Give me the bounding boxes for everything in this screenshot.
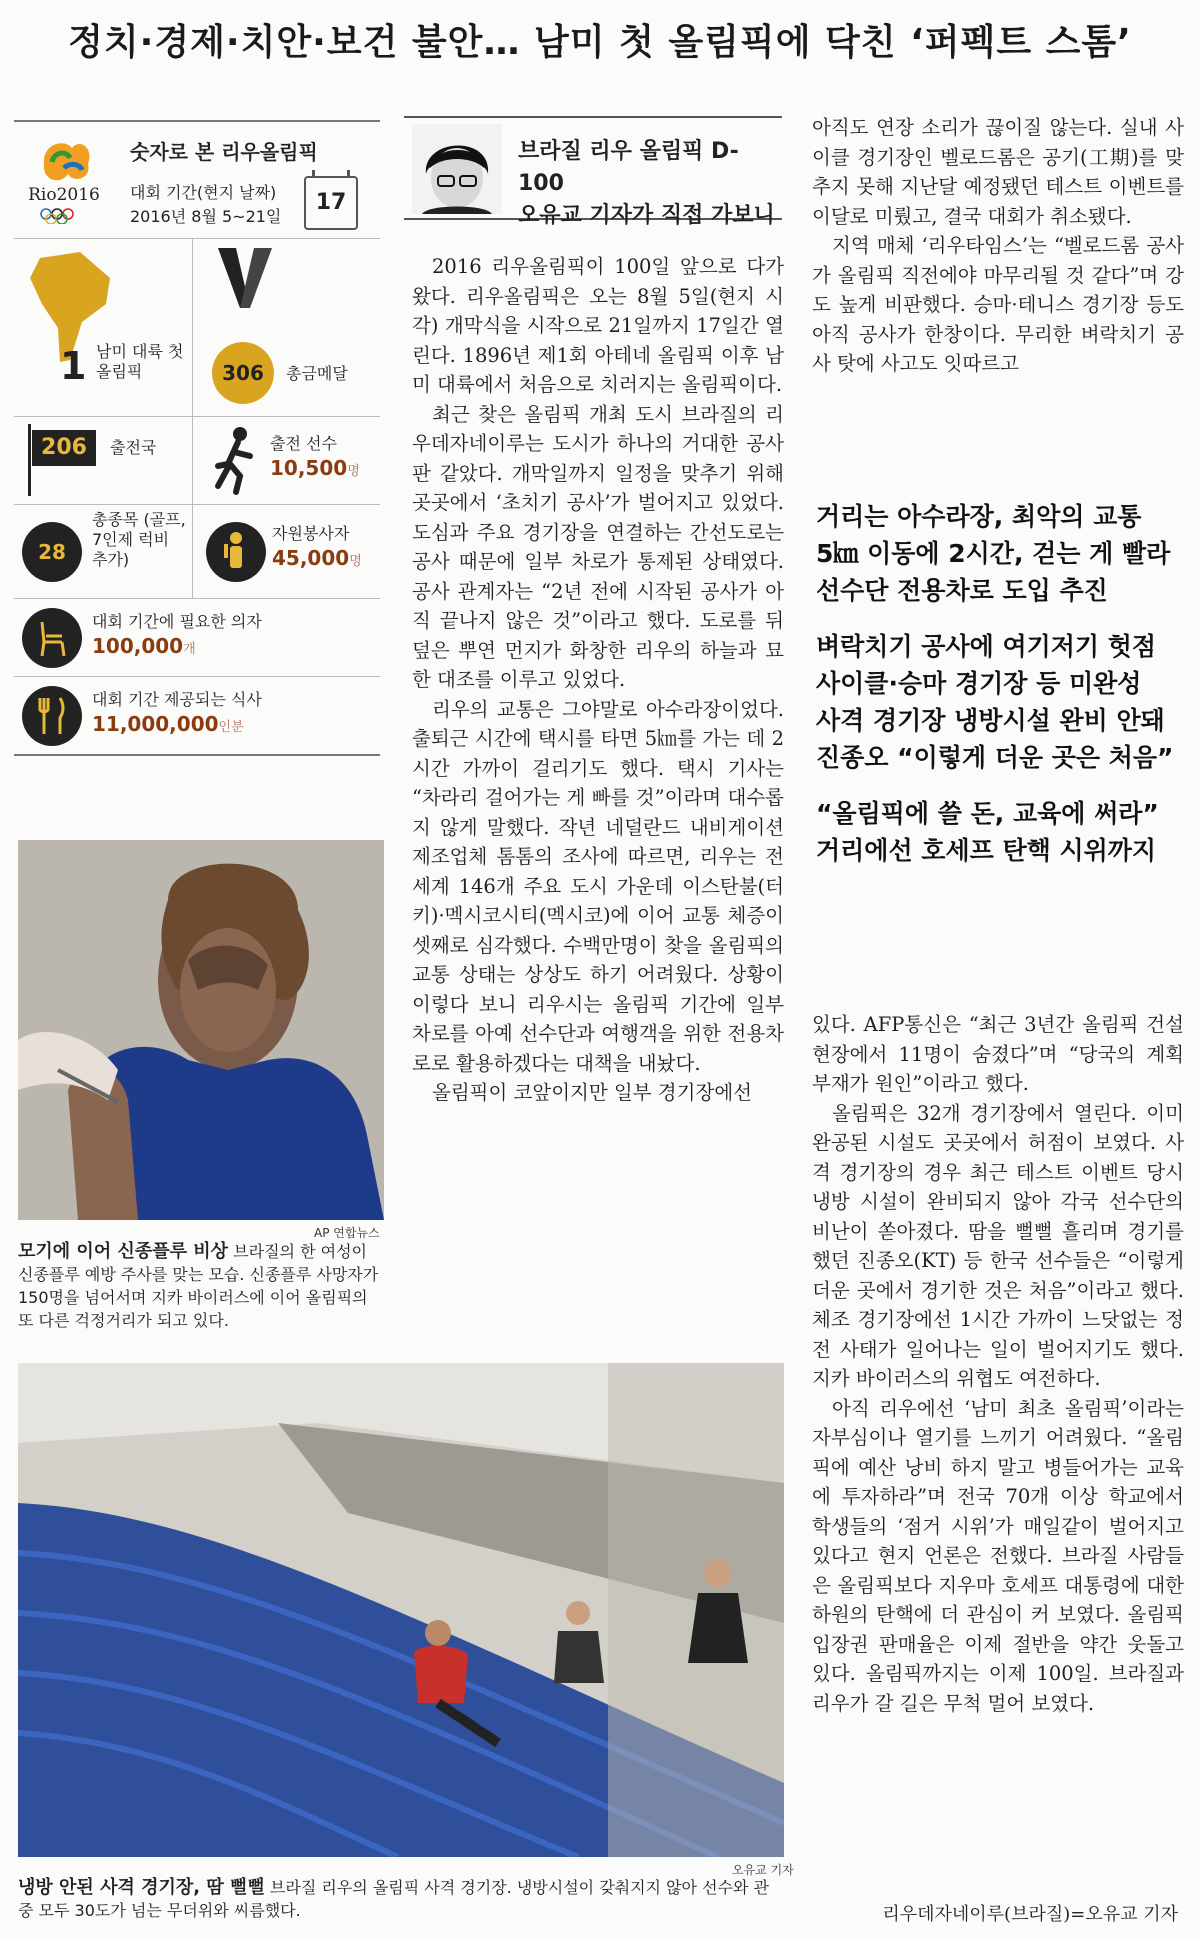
reporter-portrait <box>412 124 502 214</box>
photo2-caption-text: 브라질 리우의 올림픽 사격 경기장. 냉방시설이 갖춰지지 않아 선수와 관중 모두 30도가 넘는 무더위와 씨름했다. <box>18 1878 770 1920</box>
rio2016-logo <box>24 134 104 224</box>
countries-number: 206 <box>41 435 87 460</box>
runner-icon <box>210 426 260 496</box>
photo2-caption-title: 냉방 안된 사격 경기장, 땀 뻘뻘 <box>18 1877 265 1898</box>
flag-icon <box>32 430 96 466</box>
sports-number: 28 <box>38 540 66 564</box>
subhead: 사이클·승마 경기장 등 미완성 <box>816 669 1142 698</box>
period-label: 대회 기간(현지 날짜) <box>130 183 277 202</box>
shooting-venue-photo <box>18 1363 784 1857</box>
subhead: 사격 경기장 냉방시설 완비 안돼 <box>816 706 1165 735</box>
reporter-box <box>404 116 782 228</box>
continent-label: 남미 대륙 첫 올림픽 <box>96 342 184 381</box>
volunteer-icon <box>206 522 266 582</box>
calendar-icon <box>304 176 358 230</box>
athletes-stat <box>270 458 360 482</box>
meals-label: 대회 기간 제공되는 식사 <box>92 690 262 709</box>
athletes-unit: 명 <box>347 464 360 479</box>
article-column-3-top <box>812 113 1184 379</box>
meals-stat <box>92 714 244 738</box>
cutlery-glyph <box>22 686 82 746</box>
infographic-bottom-rule <box>14 754 380 756</box>
subhead: 거리는 아수라장, 최악의 교통 <box>816 502 1142 531</box>
paragraph: 있다. AFP통신은 “최근 3년간 올림픽 건설 현장에서 11명이 숨졌다”며 “당국의 계획 부재가 원인”이라고 했다. <box>812 1013 1184 1095</box>
subhead-group-traffic <box>816 498 1186 609</box>
subhead: 거리에선 호세프 탄핵 시위까지 <box>816 836 1157 865</box>
volunteers-label: 자원봉사자 <box>272 524 350 543</box>
reporter-title <box>518 136 782 232</box>
paragraph: 올림픽은 32개 경기장에서 열린다. 이미 완공된 시설도 곳곳에서 허점이 보였다. 사격 경기장의 경우 최근 테스트 이벤트 당시 냉방 시설이 완비되지 않아 각국 선수단의 비난이 쏟아졌다. 땀을 뻘뻘 흘리며 경기를 했던 진종오(KT) 등 한국 선수들은 “이렇게 더운 곳에서 경기한 것은 처음”이라고 했다. 체조 경기장에선 1시간 가까이 느닷없는 정전 사태가 일어나는 일이 벌어지기도 했다. 지카 바이러스의 위협도 여전하다. <box>812 1101 1184 1390</box>
subhead-group-protest <box>816 795 1186 869</box>
chairs-label: 대회 기간에 필요한 의자 <box>92 612 262 631</box>
photo1-caption-title: 모기에 이어 신종플루 비상 <box>18 1241 229 1262</box>
chair-icon <box>22 608 82 668</box>
reporter-title-line1: 브라질 리우 올림픽 D-100 <box>518 139 739 196</box>
meals-unit: 인분 <box>218 720 244 735</box>
chairs-number: 100,000 <box>92 634 184 658</box>
paragraph: 올림픽이 코앞이지만 일부 경기장에선 <box>432 1081 752 1104</box>
sports-label: 총종목 (골프, 7인제 럭비 추가) <box>92 510 186 569</box>
photo2-credit: 오유교 기자 <box>732 1863 794 1877</box>
paragraph: 리우의 교통은 그야말로 아수라장이었다. 출퇴근 시간에 택시를 타면 5㎞를 가는 데 2시간 가까이 걸리기도 했다. 택시 기사는 “차라리 걸어가는 게 빠를 것”이라며 대수롭지 않게 말했다. 작년 네덜란드 내비게이션 제조업체 톰톰의 조사에 따르면, 리우는 전 세계 146개 주요 도시 가운데 이스탄불(터키)·멕시코시티(멕시코)에 이어 교통 체증이 셋째로 심각했다. 수백만명이 찾을 올림픽의 교통 상태는 상상도 하기 어려웠다. 상황이 이렇다 보니 리우시는 올림픽 기간에 일부 차로를 아예 선수단과 여행객을 위한 전용차로로 활용하겠다는 대책을 내놨다. <box>412 697 784 1075</box>
article-column-3-bottom <box>812 1010 1184 1718</box>
sports-circle-icon <box>22 522 82 582</box>
person-icon <box>206 522 266 582</box>
logo-text: Rio2016 <box>28 185 100 205</box>
subheads <box>816 498 1186 888</box>
meals-number: 11,000,000 <box>92 712 219 736</box>
volunteers-stat <box>272 548 362 572</box>
volunteers-number: 45,000 <box>272 546 350 570</box>
countries-label: 출전국 <box>110 438 157 457</box>
paragraph: 아직도 연장 소리가 끊이질 않는다. 실내 사이클 경기장인 벨로드롬은 공기(工期)를 맞추지 못해 지난달 예정됐던 테스트 이벤트를 이달로 미뤘고, 결국 대회가 취소됐다. <box>812 116 1184 228</box>
chairs-stat <box>92 636 196 660</box>
volunteers-unit: 명 <box>349 554 362 569</box>
period-days: 17 <box>315 190 347 215</box>
paragraph: 2016 리우올림픽이 100일 앞으로 다가왔다. 리우올림픽은 오는 8월 5일(현지 시각) 개막식을 시작으로 21일까지 17일간 열린다. 1896년 제1회 아테네 올림픽 이후 남미 대륙에서 처음으로 치러지는 올림픽이다. <box>412 255 784 396</box>
subhead-group-construction <box>816 628 1186 776</box>
subhead: 선수단 전용차로 도입 추진 <box>816 576 1108 605</box>
infographic-title: 숫자로 본 리우올림픽 <box>130 140 318 164</box>
subhead: 5㎞ 이동에 2시간, 걷는 게 빨라 <box>816 539 1171 568</box>
divider <box>14 676 380 677</box>
divider <box>192 238 193 598</box>
infographic <box>14 120 380 780</box>
paragraph: 아직 리우에선 ‘남미 최초 올림픽’이라는 자부심이나 열기를 느끼기 어려웠다. “올림픽에 예산 낭비 하지 말고 병들어가는 교육에 투자하라”며 전국 70개 이상 학교에서 학생들의 ‘점거 시위’가 매일같이 벌어지고 있다고 현지 언론은 전했다. 브라질 사람들은 올림픽보다 지우마 호세프 대통령에 대한 하원의 탄핵에 더 관심이 커 보였다. 올림픽 입장권 판매율은 이제 절반을 약간 웃돌고 있다. 올림픽까지는 이제 100일. 브라질과 리우가 갈 길은 무척 멀어 보였다. <box>812 1396 1184 1715</box>
photo1-caption-text: 브라질의 한 여성이 신종플루 예방 주사를 맞는 모습. 신종플루 사망자가 150명을 넘어서며 지카 바이러스에 이어 올림픽의 또 다른 걱정거리가 되고 있다. <box>18 1242 379 1330</box>
divider <box>14 504 380 505</box>
chairs-unit: 개 <box>183 642 196 657</box>
divider <box>14 598 380 599</box>
fork-knife-icon <box>22 686 82 746</box>
reporter-title-line2: 오유교 기자가 직접 가보니 <box>518 203 775 228</box>
photo1-credit: AP 연합뉴스 <box>314 1226 380 1240</box>
medals-number: 306 <box>222 361 264 385</box>
infographic-top-rule <box>14 120 380 122</box>
paragraph: 최근 찾은 올림픽 개최 도시 브라질의 리우데자네이루는 도시가 하나의 거대한 공사판 같았다. 개막일까지 일정을 맞추기 위해 곳곳에서 ‘초치기 공사’가 벌어지고 있었다. 도심과 주요 경기장을 연결하는 간선도로는 공사 때문에 일부 차로가 통제된 상태였다. 공사 관계자는 “2년 전에 시작된 공사가 아직 끝나지 않은 것”이라고 했다. 도로를 뒤덮은 뿌연 먼지가 화창한 리우의 하늘과 묘한 대조를 이루고 있었다. <box>412 402 784 691</box>
medal-ribbon-icon <box>210 248 280 348</box>
paragraph: 지역 매체 ‘리우타임스’는 “벨로드롬 공사가 올림픽 직전에야 마무리될 것 같다”며 강도 높게 비판했다. 승마·테니스 경기장 등도 아직 공사가 한창이다. 무리한 벼락치기 공사 탓에 사고도 잇따르고 <box>812 234 1184 375</box>
period-dates: 2016년 8월 5~21일 <box>130 207 282 226</box>
flag-pole-icon <box>28 424 31 496</box>
continent-number: 1 <box>60 344 87 388</box>
vaccination-photo <box>18 840 384 1220</box>
headline: 정치·경제·치안·보건 불안… 남미 첫 올림픽에 닥친 ‘퍼펙트 스톰’ <box>68 22 1132 63</box>
athletes-label: 출전 선수 <box>270 434 337 453</box>
subhead: 진종오 “이렇게 더운 곳은 처음” <box>816 743 1174 772</box>
medals-label: 총금메달 <box>286 364 348 383</box>
byline: 리우데자네이루(브라질)=오유교 기자 <box>882 1904 1178 1925</box>
athletes-number: 10,500 <box>270 456 348 480</box>
chair-glyph <box>22 608 82 668</box>
divider <box>14 416 380 417</box>
medal-icon <box>212 342 274 404</box>
subhead: 벼락치기 공사에 여기저기 헛점 <box>816 632 1157 661</box>
divider <box>14 238 380 239</box>
article-column-2 <box>412 252 784 1108</box>
photo1-caption <box>18 1240 384 1332</box>
subhead: “올림픽에 쓸 돈, 교육에 써라” <box>816 799 1159 828</box>
photo2-caption <box>18 1876 784 1922</box>
